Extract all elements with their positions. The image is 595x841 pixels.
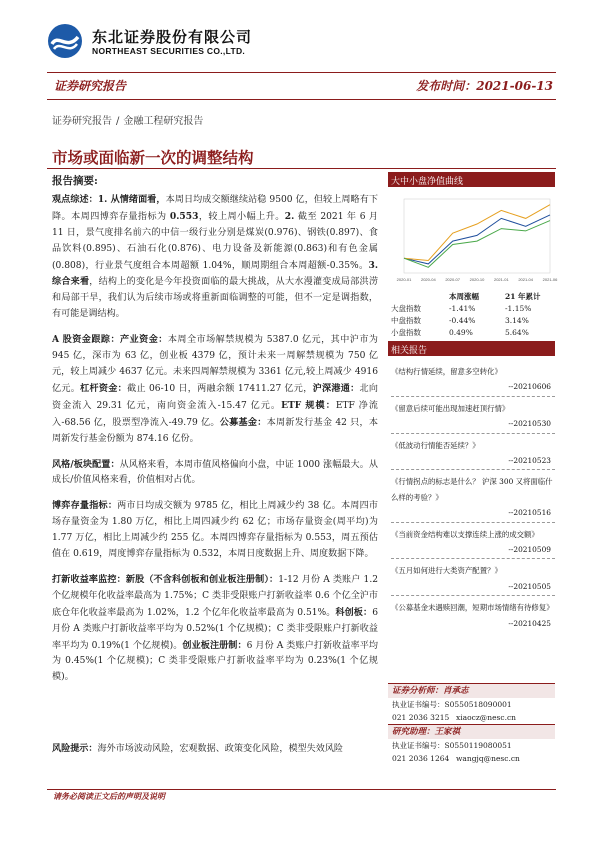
series-line-0 bbox=[404, 215, 550, 264]
analyst-box bbox=[388, 683, 555, 765]
report-date: --20210509 bbox=[508, 545, 551, 555]
footer-divider bbox=[47, 789, 556, 790]
related-reports-header: 相关报告 bbox=[391, 346, 428, 356]
bold-run: 创业板注册制： bbox=[182, 639, 247, 651]
text-run: ETF 净流入-68.56 亿，股票型净流入-49.79 亿。 bbox=[52, 400, 378, 428]
net-value-chart bbox=[390, 193, 558, 285]
page-title: 市场或面临新一次的调整结构 bbox=[52, 148, 254, 167]
bold-run: 0.553 bbox=[169, 210, 199, 222]
assistant-name: 研究助理：王家祺 bbox=[388, 724, 555, 739]
bold-run: 2. bbox=[284, 210, 298, 222]
report-date: --20210425 bbox=[508, 618, 551, 628]
assistant-cert: 执业证书编号：S0550119080051 bbox=[392, 741, 512, 750]
series-line-1 bbox=[404, 205, 550, 261]
report-date: --20210530 bbox=[508, 419, 551, 429]
x-tick-label: 2020-10 bbox=[469, 277, 485, 282]
analyst-email[interactable]: xiaocz@nesc.cn bbox=[456, 713, 516, 722]
text-run: 截止 06-10 日，两融余额 17411.27 亿元， bbox=[127, 383, 313, 394]
report-title-link[interactable]: 《当前资金结构难以支撑连续上涨的成交额》 bbox=[391, 529, 539, 539]
table-cell: 3.14% bbox=[505, 316, 529, 325]
table-row bbox=[391, 315, 555, 327]
text-run: 截至 2021 年 6 月 11 日，景气度排名前六的中信一级行业分别是煤炭(0.976)、钢铁(0.897)、食品饮料(0.895)、石油石化(0.876)、电力设备及新能源(0.863)和有色金属(0.808)，行业景气度组合本周超额 1.04%，顺周期组合本周超额-0.35%。 bbox=[52, 211, 378, 271]
summary-paragraph bbox=[52, 457, 378, 490]
assistant-phone: 021 2036 1264 bbox=[392, 754, 450, 763]
text-run: 两市日均成交额为 9785 亿，相比上周减少约 38 亿。本周四市场存量资金为 1.80 万亿，相比上周四减少约 62 亿；市场存量资金(周平均)为 1.77 万亿，相比上周减少约 255 亿。本周四博弈存量指标为 0.553，周五预估值在 0.619，周度博弈存量指标为 0.532，本周日度数据上升、周度数据下降。 bbox=[52, 501, 378, 560]
report-type-label: 证券研究报告 bbox=[54, 79, 127, 93]
risk-note bbox=[52, 741, 378, 758]
list-item[interactable] bbox=[391, 438, 555, 472]
publish-date: 发布时间：2021-06-13 bbox=[416, 79, 553, 93]
chart-frame bbox=[404, 199, 550, 273]
bold-run: 杠杆资金： bbox=[80, 382, 128, 394]
analyst-cert: 执业证书编号：S0550518090001 bbox=[392, 700, 512, 709]
text-run: 本周全市场解禁规模为 5387.0 亿元，其中沪市为 945 亿，深市为 63 亿，创业板 4379 亿，预计未来一周解禁规模为 750 亿元，较上周减少 4637 亿元。未来四周解禁规模为 3361 亿元,较上周减少 4916 亿元。 bbox=[52, 335, 378, 394]
summary-paragraph bbox=[52, 498, 378, 563]
table-header-row bbox=[391, 291, 555, 303]
list-item[interactable] bbox=[391, 563, 555, 597]
summary-heading: 报告摘要: bbox=[52, 175, 98, 187]
text-run: 北向资金流入 29.31 亿元，南向资金流入-15.47 亿元。 bbox=[52, 383, 378, 411]
analyst-contact bbox=[388, 711, 555, 724]
report-title-link[interactable]: 《留意后续可能出现加速赶顶行情》 bbox=[391, 403, 510, 413]
bold-run: 风格/板块配置： bbox=[52, 458, 120, 470]
text-run: ，结构上的变化是今年投资面临的最大挑战，从大水漫灌变成局部洪涝和局部干旱，我们认为后续市场或将重新面临调整的可能，但不一定是调指数，有可能是调结构。 bbox=[52, 277, 378, 320]
bold-run: A 股资金跟踪： bbox=[52, 334, 121, 346]
performance-table bbox=[391, 291, 555, 339]
text-run: 1-12 月份 A 类账户 1.2 个亿规模年化收益率最高为 1.75%；C 类非受限账户打新收益率 0.6 个亿全沪市底仓年化收益率最高为 1.02%，1.2 个亿年化收益率最高为 0.51%。 bbox=[52, 574, 379, 618]
company-name-en: NORTHEAST SECURITIES CO.,LTD. bbox=[92, 46, 246, 56]
breadcrumb bbox=[52, 112, 203, 127]
table-header-cell bbox=[391, 291, 449, 303]
report-date: --20210516 bbox=[508, 508, 551, 518]
summary-paragraph bbox=[52, 572, 378, 686]
report-title-link[interactable]: 《五月如何进行大类资产配置？》 bbox=[391, 566, 502, 576]
table-cell: 5.64% bbox=[505, 328, 529, 337]
report-title-link[interactable]: 《低波动行情能否延续？》 bbox=[391, 440, 480, 450]
report-date: --20210505 bbox=[508, 581, 551, 591]
x-tick-label: 2020-01 bbox=[396, 277, 412, 282]
footer-disclaimer[interactable]: 请务必阅读正文后的声明及说明 bbox=[53, 791, 165, 801]
report-title-link[interactable]: 《结构行情延续，留意多空转化》 bbox=[391, 367, 502, 376]
table-cell: 中盘指数 bbox=[391, 316, 421, 325]
x-tick-label: 2021-06 bbox=[542, 277, 558, 282]
breadcrumb-separator: / bbox=[116, 116, 120, 127]
bold-run: 沪深港通： bbox=[312, 382, 360, 394]
list-item[interactable] bbox=[391, 600, 555, 631]
table-cell: 大盘指数 bbox=[391, 304, 421, 313]
text-run: 6 月份 A 类账户打新收益率平均为 0.52%(1 个亿规模)；C 类非受限账户打新收益率平均为 0.19%(1 个亿规模)。 bbox=[52, 607, 378, 651]
x-tick-label: 2021-04 bbox=[518, 277, 534, 282]
title-divider bbox=[47, 168, 556, 169]
text-run: 6 月份 A 类账户打新收益率平均为 0.45%(1 个亿规模)；C 类非受限账户打新收益率平均为 0.23%(1 个亿规模)。 bbox=[52, 640, 378, 683]
list-item[interactable] bbox=[391, 364, 555, 398]
text-run: 从风格来看，本周市值风格偏向小盘，中证 1000 涨幅最大。从成长/价值风格来看，价值相对占优。 bbox=[52, 459, 378, 486]
bold-run: 打新收益率监控：新股（不含科创板和创业板注册制）： bbox=[52, 573, 279, 585]
company-name-cn: 东北证券股份有限公司 bbox=[92, 29, 253, 46]
bold-run: 观点综述：1. 从情绪面看， bbox=[52, 193, 166, 205]
list-item[interactable] bbox=[391, 401, 555, 435]
x-tick-label: 2020-07 bbox=[445, 277, 461, 282]
bold-run: 产业资金： bbox=[120, 334, 168, 346]
x-tick-label: 2020-04 bbox=[420, 277, 436, 282]
bold-run: 3. 综合来看 bbox=[52, 259, 378, 288]
report-date: --20210606 bbox=[508, 382, 551, 392]
summary-paragraph bbox=[52, 332, 378, 447]
text-run: ，较上周小幅上升。 bbox=[198, 211, 285, 222]
table-cell: -1.15% bbox=[505, 304, 532, 313]
analyst-name: 证券分析师：肖承志 bbox=[388, 683, 555, 698]
table-row bbox=[391, 327, 555, 339]
table-cell: 小盘指数 bbox=[391, 328, 421, 337]
assistant-contact bbox=[388, 752, 555, 765]
list-item[interactable] bbox=[391, 527, 555, 561]
related-reports-list bbox=[391, 364, 555, 631]
breadcrumb-item[interactable]: 金融工程研究报告 bbox=[123, 116, 204, 127]
table-cell: 0.49% bbox=[449, 328, 473, 337]
bold-run: 风险提示： bbox=[52, 743, 98, 754]
chart-header: 大中小盘净值曲线 bbox=[391, 177, 464, 187]
report-title-link[interactable]: 《行情拐点的标志是什么？ 沪深 300 又将面临什么样的考验？》 bbox=[391, 477, 553, 502]
report-date: --20210523 bbox=[508, 456, 551, 466]
table-cell: -1.41% bbox=[449, 304, 476, 313]
table-header-cell: 21 年累计 bbox=[505, 292, 541, 301]
summary-column bbox=[52, 174, 378, 686]
summary-paragraph bbox=[52, 192, 378, 323]
text-run: 海外市场波动风险，宏观数据、政策变化风险，模型失效风险 bbox=[97, 744, 344, 754]
text-run: 本周日均成交额继续站稳 9500 亿，但较上周略有下降。本周四博弈存量指标为 bbox=[52, 194, 378, 222]
table-row bbox=[391, 303, 555, 315]
bold-run: 科创板： bbox=[335, 606, 373, 618]
bold-run: ETF 规模： bbox=[281, 399, 336, 411]
x-tick-label: 2021-01 bbox=[493, 277, 509, 282]
table-header-cell: 本周涨幅 bbox=[449, 292, 479, 301]
table-cell: -0.44% bbox=[449, 316, 476, 325]
bold-run: 公募基金： bbox=[219, 416, 267, 428]
company-logo-icon bbox=[47, 23, 83, 59]
text-run: 本周新发行基金 42 只，本周新发行基金份额为 874.16 亿份。 bbox=[52, 417, 378, 444]
bold-run: 博弈存量指标： bbox=[52, 500, 118, 512]
report-title-link[interactable]: 《公募基金未遇赎回潮，短期市场情绪有待修复》 bbox=[391, 603, 554, 613]
list-item[interactable] bbox=[391, 474, 555, 523]
assistant-email[interactable]: wangjq@nesc.cn bbox=[456, 754, 520, 763]
breadcrumb-item[interactable]: 证券研究报告 bbox=[52, 116, 112, 127]
analyst-phone: 021 2036 3215 bbox=[392, 713, 450, 722]
